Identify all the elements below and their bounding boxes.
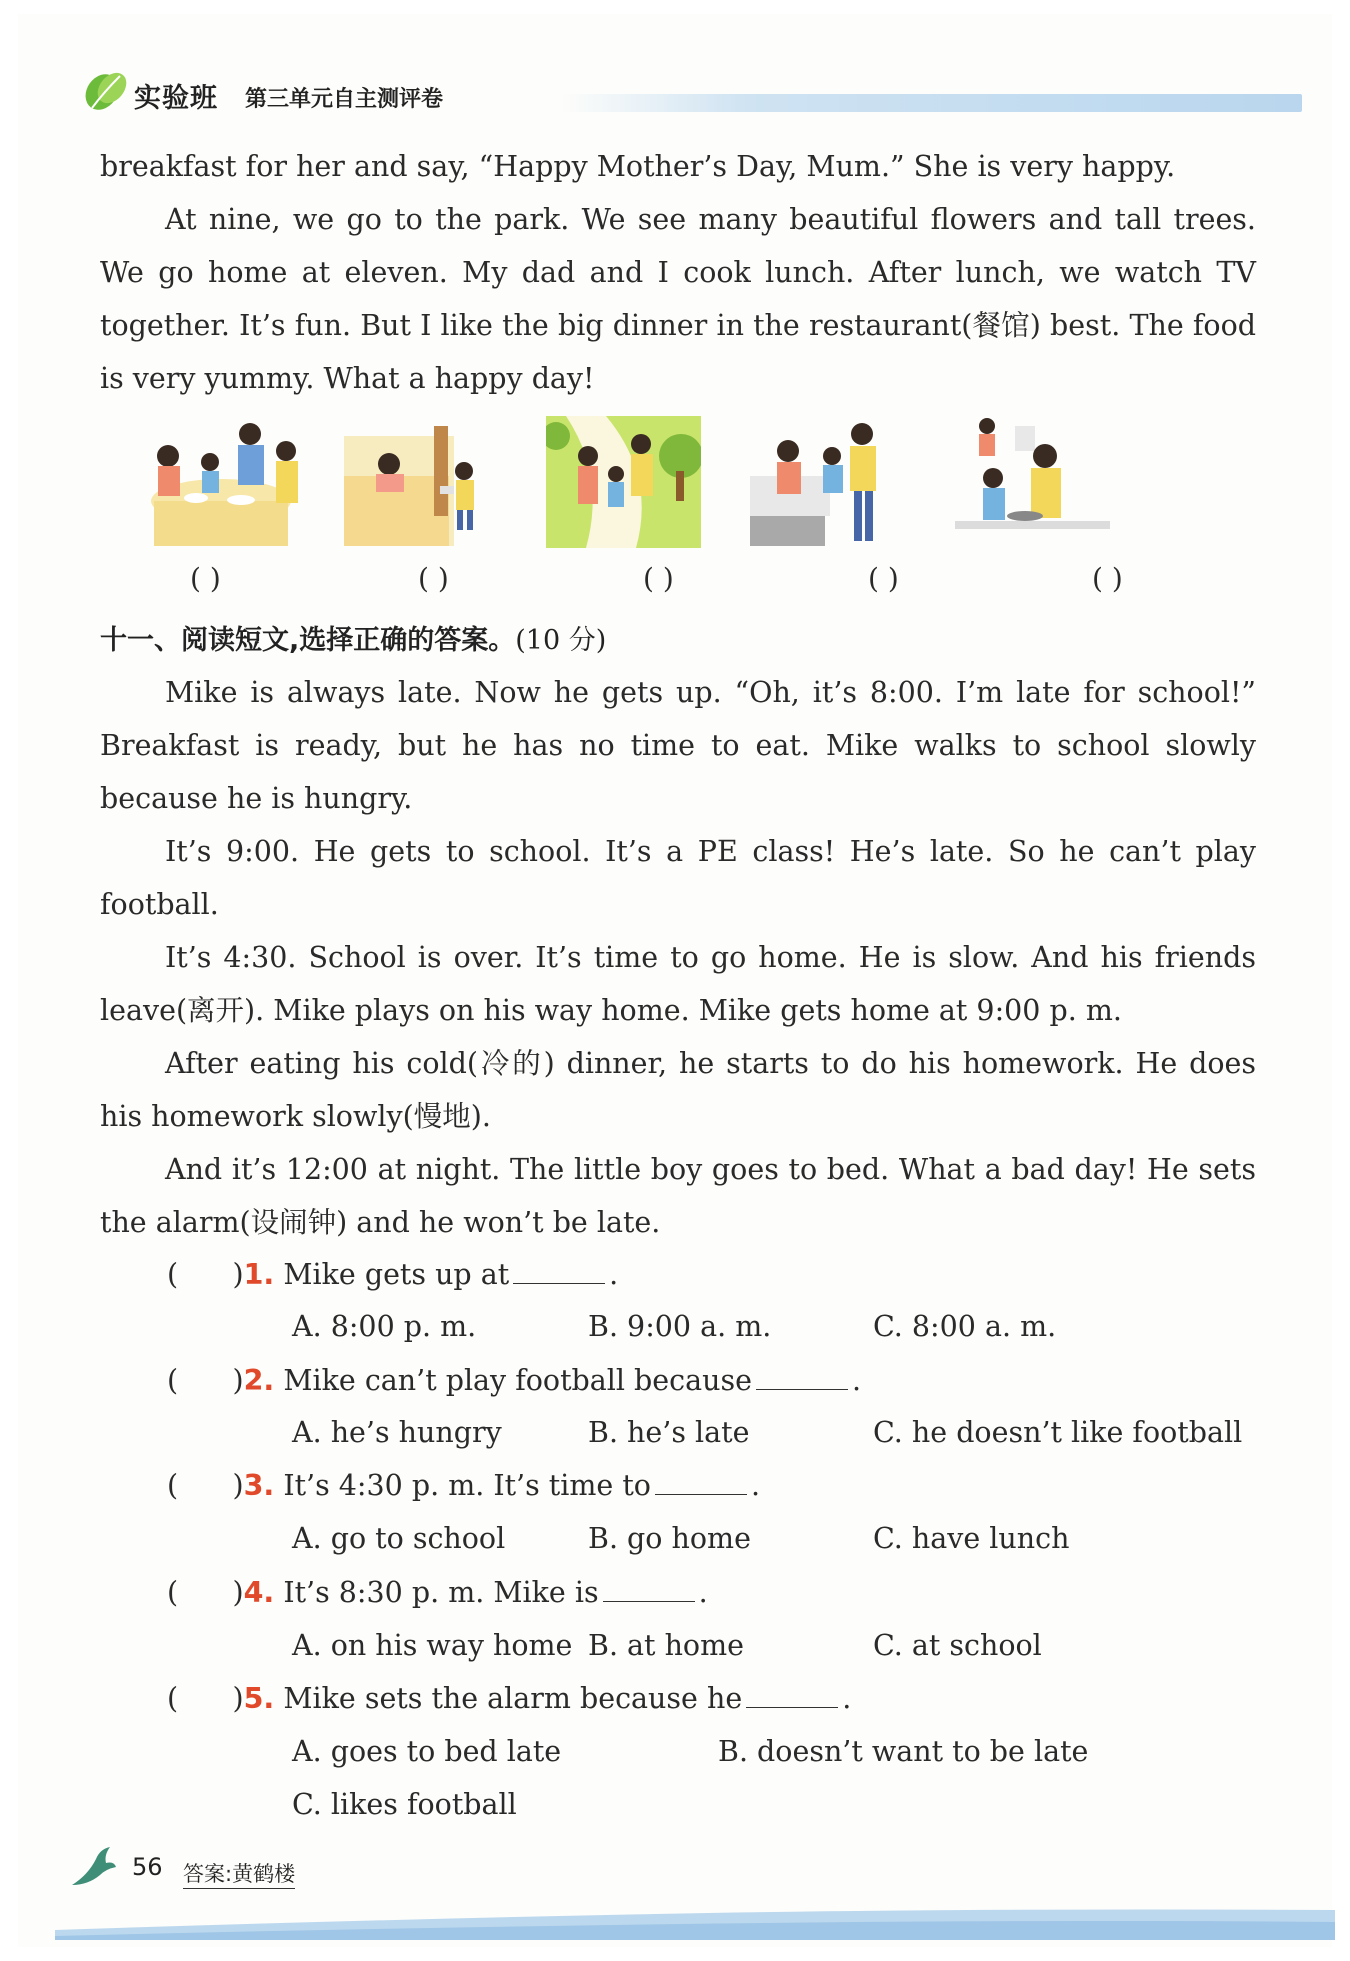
page-number: 56	[132, 1853, 163, 1881]
passage2	[100, 666, 1256, 1249]
question-stem: Mike gets up at	[283, 1258, 510, 1291]
passage2-p5: And it’s 12:00 at night. The little boy goes to bed. What a bad day! He sets the alarm(设闹钟) and he won’t be late.	[100, 1153, 1256, 1239]
passage1-line1: breakfast for her and say, “Happy Mother’s Day, Mum.” She is very happy.	[100, 150, 1176, 183]
question-stem: It’s 4:30 p. m. It’s time to	[283, 1469, 651, 1502]
passage1-para2: At nine, we go to the park. We see many beautiful flowers and tall trees. We go home at eleven. My dad and I cook lunch. After lunch, we watch TV together. It’s fun. But I like the big dinner in the restaurant(餐馆) best. The food is very yummy. What a happy day!	[100, 203, 1256, 395]
picture-answer-5[interactable]: ( )	[1092, 562, 1123, 595]
passage2-p4: After eating his cold(冷的) dinner, he starts to do his homework. He does his homework slowly(慢地).	[100, 1047, 1256, 1133]
answer-blank[interactable]	[513, 1260, 605, 1284]
option-b[interactable]: B. at home	[588, 1629, 744, 1662]
answer-note: 答案:黄鹤楼	[183, 1858, 295, 1889]
header-stripe	[562, 94, 1302, 112]
picture-answer-1[interactable]: ( )	[190, 562, 221, 595]
picture-answer-3[interactable]: ( )	[643, 562, 674, 595]
option-c[interactable]: C. at school	[873, 1629, 1042, 1662]
mother-breakfast-picture	[344, 416, 499, 548]
answer-paren[interactable]: ( )	[167, 1258, 244, 1291]
footer-wave	[55, 1900, 1335, 1940]
question-stem: It’s 8:30 p. m. Mike is	[283, 1576, 599, 1609]
answer-paren[interactable]: ( )	[167, 1364, 244, 1397]
option-a[interactable]: A. goes to bed late	[292, 1735, 562, 1768]
cooking-picture	[955, 416, 1110, 548]
question-number: 5.	[243, 1682, 275, 1715]
question-1: ( )1. Mike gets up at .	[167, 1258, 619, 1291]
page-header	[82, 68, 1302, 120]
section-11-score: (10 分)	[515, 625, 607, 656]
passage1	[100, 140, 1256, 405]
option-a[interactable]: A. on his way home	[292, 1629, 573, 1662]
unit-title: 第三单元自主测评卷	[245, 87, 444, 112]
section-11-heading: 十一、阅读短文,选择正确的答案。	[100, 625, 516, 656]
answer-paren[interactable]: ( )	[167, 1469, 244, 1502]
picture-answer-4[interactable]: ( )	[868, 562, 899, 595]
brand-name: 实验班	[134, 83, 218, 114]
passage2-p2: It’s 9:00. He gets to school. It’s a PE class! He’s late. So he can’t play football.	[100, 835, 1256, 921]
option-c[interactable]: C. 8:00 a. m.	[873, 1310, 1057, 1343]
question-2: ( )2. Mike can’t play football because .	[167, 1364, 862, 1397]
picture-answer-2[interactable]: ( )	[418, 562, 449, 595]
picture-answer-row	[0, 562, 1350, 612]
question-number: 3.	[243, 1469, 275, 1502]
section-11-title	[100, 618, 606, 657]
question-5: ( )5. Mike sets the alarm because he .	[167, 1682, 852, 1715]
answer-blank[interactable]	[655, 1471, 747, 1495]
question-stem: Mike can’t play football because	[283, 1364, 752, 1397]
passage2-p3: It’s 4:30. School is over. It’s time to go home. He is slow. And his friends leave(离开). Mike plays on his way home. Mike gets home at 9:00 p. m.	[100, 941, 1256, 1027]
option-c[interactable]: C. have lunch	[873, 1522, 1070, 1555]
question-stem: Mike sets the alarm because he	[283, 1682, 743, 1715]
leaf-logo-icon	[82, 68, 132, 114]
option-a[interactable]: A. go to school	[292, 1522, 506, 1555]
answer-paren[interactable]: ( )	[167, 1682, 244, 1715]
question-number: 4.	[243, 1576, 275, 1609]
answer-blank[interactable]	[756, 1366, 848, 1390]
bird-icon	[70, 1845, 118, 1889]
question-4: ( )4. It’s 8:30 p. m. Mike is .	[167, 1576, 708, 1609]
option-a[interactable]: A. he’s hungry	[292, 1416, 502, 1449]
question-number: 2.	[243, 1364, 275, 1397]
option-b[interactable]: B. 9:00 a. m.	[588, 1310, 772, 1343]
answer-blank[interactable]	[603, 1578, 695, 1602]
answer-paren[interactable]: ( )	[167, 1576, 244, 1609]
question-3: ( )3. It’s 4:30 p. m. It’s time to .	[167, 1469, 760, 1502]
family-sofa-picture	[750, 416, 905, 548]
answer-blank[interactable]	[746, 1684, 838, 1708]
option-b[interactable]: B. go home	[588, 1522, 751, 1555]
passage2-p1: Mike is always late. Now he gets up. “Oh, it’s 8:00. I’m late for school!” Breakfast is ready, but he has no time to eat. Mike walks to school slowly because he is hungry.	[100, 676, 1256, 815]
family-park-picture	[546, 416, 701, 548]
option-a[interactable]: A. 8:00 p. m.	[292, 1310, 477, 1343]
option-c[interactable]: C. he doesn’t like football	[873, 1416, 1243, 1449]
question-number: 1.	[243, 1258, 275, 1291]
picture-row	[140, 416, 1250, 556]
option-b[interactable]: B. he’s late	[588, 1416, 750, 1449]
option-c[interactable]: C. likes football	[292, 1788, 517, 1821]
family-dinner-picture	[146, 416, 301, 548]
option-b[interactable]: B. doesn’t want to be late	[718, 1735, 1089, 1768]
